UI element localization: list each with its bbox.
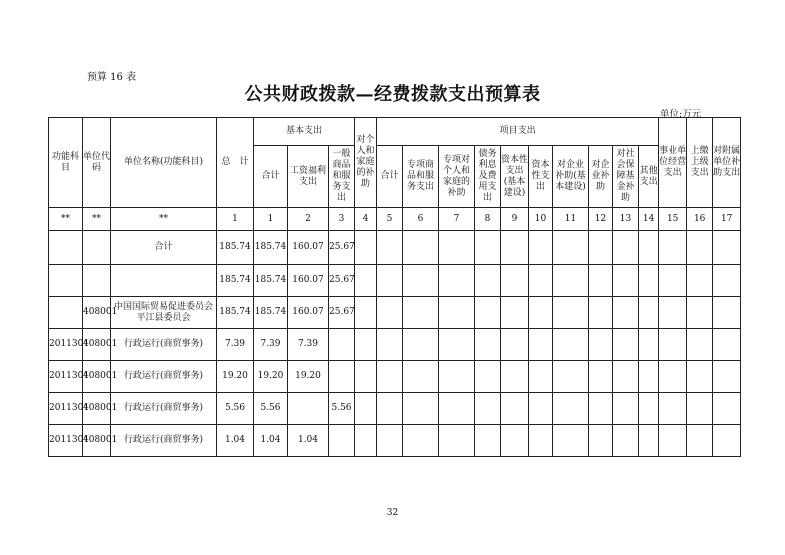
- total-cell: 185.74: [217, 297, 254, 329]
- unit-code-cell: [83, 265, 111, 297]
- empty-cell: [687, 393, 713, 425]
- column-index-cell: 1: [217, 208, 254, 231]
- empty-cell: [589, 297, 613, 329]
- func-code-cell: [49, 297, 83, 329]
- empty-cell: [501, 265, 529, 297]
- col-header-goods: 一般商品和服务支出: [329, 146, 355, 208]
- empty-cell: [613, 393, 639, 425]
- empty-cell: [529, 393, 553, 425]
- table-row: [49, 361, 741, 393]
- column-index-cell: **: [49, 208, 83, 231]
- unit-name-cell: 行政运行(商贸事务): [111, 393, 217, 425]
- empty-cell: [613, 265, 639, 297]
- empty-cell: [377, 393, 403, 425]
- empty-cell: [377, 329, 403, 361]
- empty-cell: [377, 231, 403, 265]
- total-cell: 19.20: [217, 361, 254, 393]
- empty-cell: [475, 393, 501, 425]
- table-number-label: 预算 16 表: [87, 72, 137, 83]
- empty-cell: [589, 329, 613, 361]
- empty-cell: [713, 297, 741, 329]
- unit-code-cell: 408001: [83, 425, 111, 457]
- empty-cell: [403, 425, 439, 457]
- wage-cell: 19.20: [288, 361, 329, 393]
- empty-cell: [613, 297, 639, 329]
- empty-cell: [659, 231, 687, 265]
- col-header-func-code: 功能科目: [49, 118, 83, 208]
- column-index-cell: 10: [529, 208, 553, 231]
- column-index-cell: 6: [403, 208, 439, 231]
- empty-cell: [439, 265, 475, 297]
- basic-total-cell: 7.39: [254, 329, 288, 361]
- wage-cell: 7.39: [288, 329, 329, 361]
- empty-cell: [529, 425, 553, 457]
- empty-cell: [475, 297, 501, 329]
- table-row: [49, 231, 741, 265]
- column-index-cell: 1: [254, 208, 288, 231]
- empty-cell: [475, 329, 501, 361]
- empty-cell: [659, 329, 687, 361]
- col-header-debt-interest: 债务利息及费用支出: [475, 146, 501, 208]
- func-code-cell: 2011301: [49, 361, 83, 393]
- table-row: [49, 265, 741, 297]
- unit-name-cell: 行政运行(商贸事务): [111, 329, 217, 361]
- column-index-cell: **: [111, 208, 217, 231]
- col-header-capital-build: 资本性支出(基本建设): [501, 146, 529, 208]
- col-header-enterprise-build: 对企业补助(基本建设): [553, 146, 589, 208]
- col-header-person-family: 专项对个人和家庭的补助: [439, 146, 475, 208]
- empty-cell: [355, 265, 377, 297]
- func-code-cell: 2011301: [49, 329, 83, 361]
- empty-cell: [659, 297, 687, 329]
- unit-code-cell: 408001: [83, 361, 111, 393]
- empty-cell: [403, 361, 439, 393]
- goods-cell: 5.56: [329, 393, 355, 425]
- empty-cell: [501, 329, 529, 361]
- empty-cell: [355, 361, 377, 393]
- col-header-capital: 资本性支出: [529, 146, 553, 208]
- empty-cell: [403, 231, 439, 265]
- goods-cell: [329, 329, 355, 361]
- column-index-cell: 11: [553, 208, 589, 231]
- empty-cell: [403, 329, 439, 361]
- empty-cell: [687, 329, 713, 361]
- col-header-project-total: 合计: [377, 146, 403, 208]
- wage-cell: 160.07: [288, 297, 329, 329]
- table-row: [49, 297, 741, 329]
- goods-cell: [329, 425, 355, 457]
- empty-cell: [355, 425, 377, 457]
- col-header-unit-code: 单位代码: [83, 118, 111, 208]
- column-index-cell: **: [83, 208, 111, 231]
- empty-cell: [553, 425, 589, 457]
- empty-cell: [377, 361, 403, 393]
- empty-cell: [529, 297, 553, 329]
- basic-total-cell: 19.20: [254, 361, 288, 393]
- column-index-cell: 17: [713, 208, 741, 231]
- col-header-subordinate: 对附属单位补助支出: [713, 118, 741, 208]
- unit-label: 单位:万元: [660, 109, 702, 120]
- total-cell: 185.74: [217, 265, 254, 297]
- empty-cell: [589, 425, 613, 457]
- empty-cell: [553, 231, 589, 265]
- total-cell: 7.39: [217, 329, 254, 361]
- unit-code-cell: 408001: [83, 393, 111, 425]
- header-row-group: [49, 118, 741, 146]
- empty-cell: [501, 393, 529, 425]
- empty-cell: [553, 329, 589, 361]
- empty-cell: [553, 361, 589, 393]
- basic-total-cell: 185.74: [254, 265, 288, 297]
- basic-total-cell: 5.56: [254, 393, 288, 425]
- unit-name-cell: 合计: [111, 231, 217, 265]
- empty-cell: [403, 393, 439, 425]
- func-code-cell: 2011301: [49, 425, 83, 457]
- empty-cell: [639, 361, 659, 393]
- column-index-cell: 12: [589, 208, 613, 231]
- col-header-total: 总 计: [217, 118, 254, 208]
- empty-cell: [553, 265, 589, 297]
- empty-cell: [403, 297, 439, 329]
- empty-cell: [377, 265, 403, 297]
- column-index-cell: 14: [639, 208, 659, 231]
- empty-cell: [553, 393, 589, 425]
- empty-cell: [713, 329, 741, 361]
- empty-cell: [713, 265, 741, 297]
- empty-cell: [529, 361, 553, 393]
- unit-name-cell: 行政运行(商贸事务): [111, 425, 217, 457]
- empty-cell: [377, 297, 403, 329]
- col-header-basic-group: 基本支出: [254, 118, 355, 146]
- empty-cell: [355, 231, 377, 265]
- column-index-cell: 13: [613, 208, 639, 231]
- empty-cell: [475, 265, 501, 297]
- unit-name-cell: [111, 265, 217, 297]
- empty-cell: [529, 329, 553, 361]
- column-index-cell: 8: [475, 208, 501, 231]
- empty-cell: [659, 425, 687, 457]
- col-header-enterprise: 对企业补助: [589, 146, 613, 208]
- column-index-cell: 3: [329, 208, 355, 231]
- empty-cell: [355, 297, 377, 329]
- goods-cell: 25.67: [329, 265, 355, 297]
- col-header-basic-total: 合计: [254, 146, 288, 208]
- col-header-upper-payment: 上缴上级支出: [687, 118, 713, 208]
- empty-cell: [613, 361, 639, 393]
- unit-code-cell: 408001: [83, 329, 111, 361]
- page-number: 32: [386, 508, 399, 518]
- column-index-cell: 2: [288, 208, 329, 231]
- empty-cell: [639, 297, 659, 329]
- goods-cell: 25.67: [329, 297, 355, 329]
- unit-name-cell: 行政运行(商贸事务): [111, 361, 217, 393]
- wage-cell: 160.07: [288, 231, 329, 265]
- col-header-unit-name: 单位名称(功能科目): [111, 118, 217, 208]
- col-header-business-unit: 事业单位经营支出: [659, 118, 687, 208]
- goods-cell: 25.67: [329, 231, 355, 265]
- empty-cell: [501, 425, 529, 457]
- empty-cell: [659, 361, 687, 393]
- total-cell: 185.74: [217, 231, 254, 265]
- col-header-special-goods: 专项商品和服务支出: [403, 146, 439, 208]
- unit-code-cell: [83, 231, 111, 265]
- empty-cell: [613, 329, 639, 361]
- page-title: 公共财政拨款—经费拨款支出预算表: [244, 84, 541, 105]
- empty-cell: [439, 231, 475, 265]
- column-index-row: [49, 208, 741, 231]
- empty-cell: [475, 231, 501, 265]
- empty-cell: [659, 265, 687, 297]
- empty-cell: [403, 265, 439, 297]
- func-code-cell: [49, 231, 83, 265]
- empty-cell: [639, 393, 659, 425]
- empty-cell: [355, 393, 377, 425]
- empty-cell: [377, 425, 403, 457]
- func-code-cell: 2011301: [49, 393, 83, 425]
- empty-cell: [355, 329, 377, 361]
- basic-total-cell: 185.74: [254, 297, 288, 329]
- empty-cell: [439, 425, 475, 457]
- column-index-cell: 5: [377, 208, 403, 231]
- col-header-social-security: 对社会保障基金补助: [613, 146, 639, 208]
- col-header-subsidy-person: 对个人和家庭的补助: [355, 118, 377, 208]
- empty-cell: [639, 231, 659, 265]
- empty-cell: [687, 361, 713, 393]
- basic-total-cell: 185.74: [254, 231, 288, 265]
- unit-code-cell: 408001: [83, 297, 111, 329]
- table-row: [49, 393, 741, 425]
- empty-cell: [687, 425, 713, 457]
- empty-cell: [439, 297, 475, 329]
- func-code-cell: [49, 265, 83, 297]
- unit-name-cell: 中国国际贸易促进委员会平江县委员会: [111, 297, 217, 329]
- empty-cell: [613, 231, 639, 265]
- empty-cell: [713, 361, 741, 393]
- empty-cell: [501, 361, 529, 393]
- empty-cell: [639, 425, 659, 457]
- column-index-cell: 9: [501, 208, 529, 231]
- budget-table: [48, 117, 741, 457]
- empty-cell: [639, 265, 659, 297]
- col-header-other: 其他支出: [639, 146, 659, 208]
- empty-cell: [501, 231, 529, 265]
- empty-cell: [687, 297, 713, 329]
- total-cell: 1.04: [217, 425, 254, 457]
- goods-cell: [329, 361, 355, 393]
- table-row: [49, 425, 741, 457]
- empty-cell: [529, 231, 553, 265]
- wage-cell: 1.04: [288, 425, 329, 457]
- column-index-cell: 7: [439, 208, 475, 231]
- col-header-wage: 工资福利支出: [288, 146, 329, 208]
- empty-cell: [501, 297, 529, 329]
- total-cell: 5.56: [217, 393, 254, 425]
- empty-cell: [439, 361, 475, 393]
- empty-cell: [475, 361, 501, 393]
- column-index-cell: 15: [659, 208, 687, 231]
- col-header-project-group: 项目支出: [377, 118, 659, 146]
- column-index-cell: 16: [687, 208, 713, 231]
- wage-cell: [288, 393, 329, 425]
- empty-cell: [659, 393, 687, 425]
- empty-cell: [687, 265, 713, 297]
- table-row: [49, 329, 741, 361]
- empty-cell: [529, 265, 553, 297]
- empty-cell: [439, 393, 475, 425]
- empty-cell: [439, 329, 475, 361]
- empty-cell: [613, 425, 639, 457]
- column-index-cell: 4: [355, 208, 377, 231]
- empty-cell: [589, 393, 613, 425]
- empty-cell: [553, 297, 589, 329]
- basic-total-cell: 1.04: [254, 425, 288, 457]
- empty-cell: [589, 265, 613, 297]
- wage-cell: 160.07: [288, 265, 329, 297]
- empty-cell: [687, 231, 713, 265]
- empty-cell: [639, 329, 659, 361]
- empty-cell: [713, 393, 741, 425]
- empty-cell: [713, 231, 741, 265]
- empty-cell: [713, 425, 741, 457]
- empty-cell: [475, 425, 501, 457]
- empty-cell: [589, 231, 613, 265]
- empty-cell: [589, 361, 613, 393]
